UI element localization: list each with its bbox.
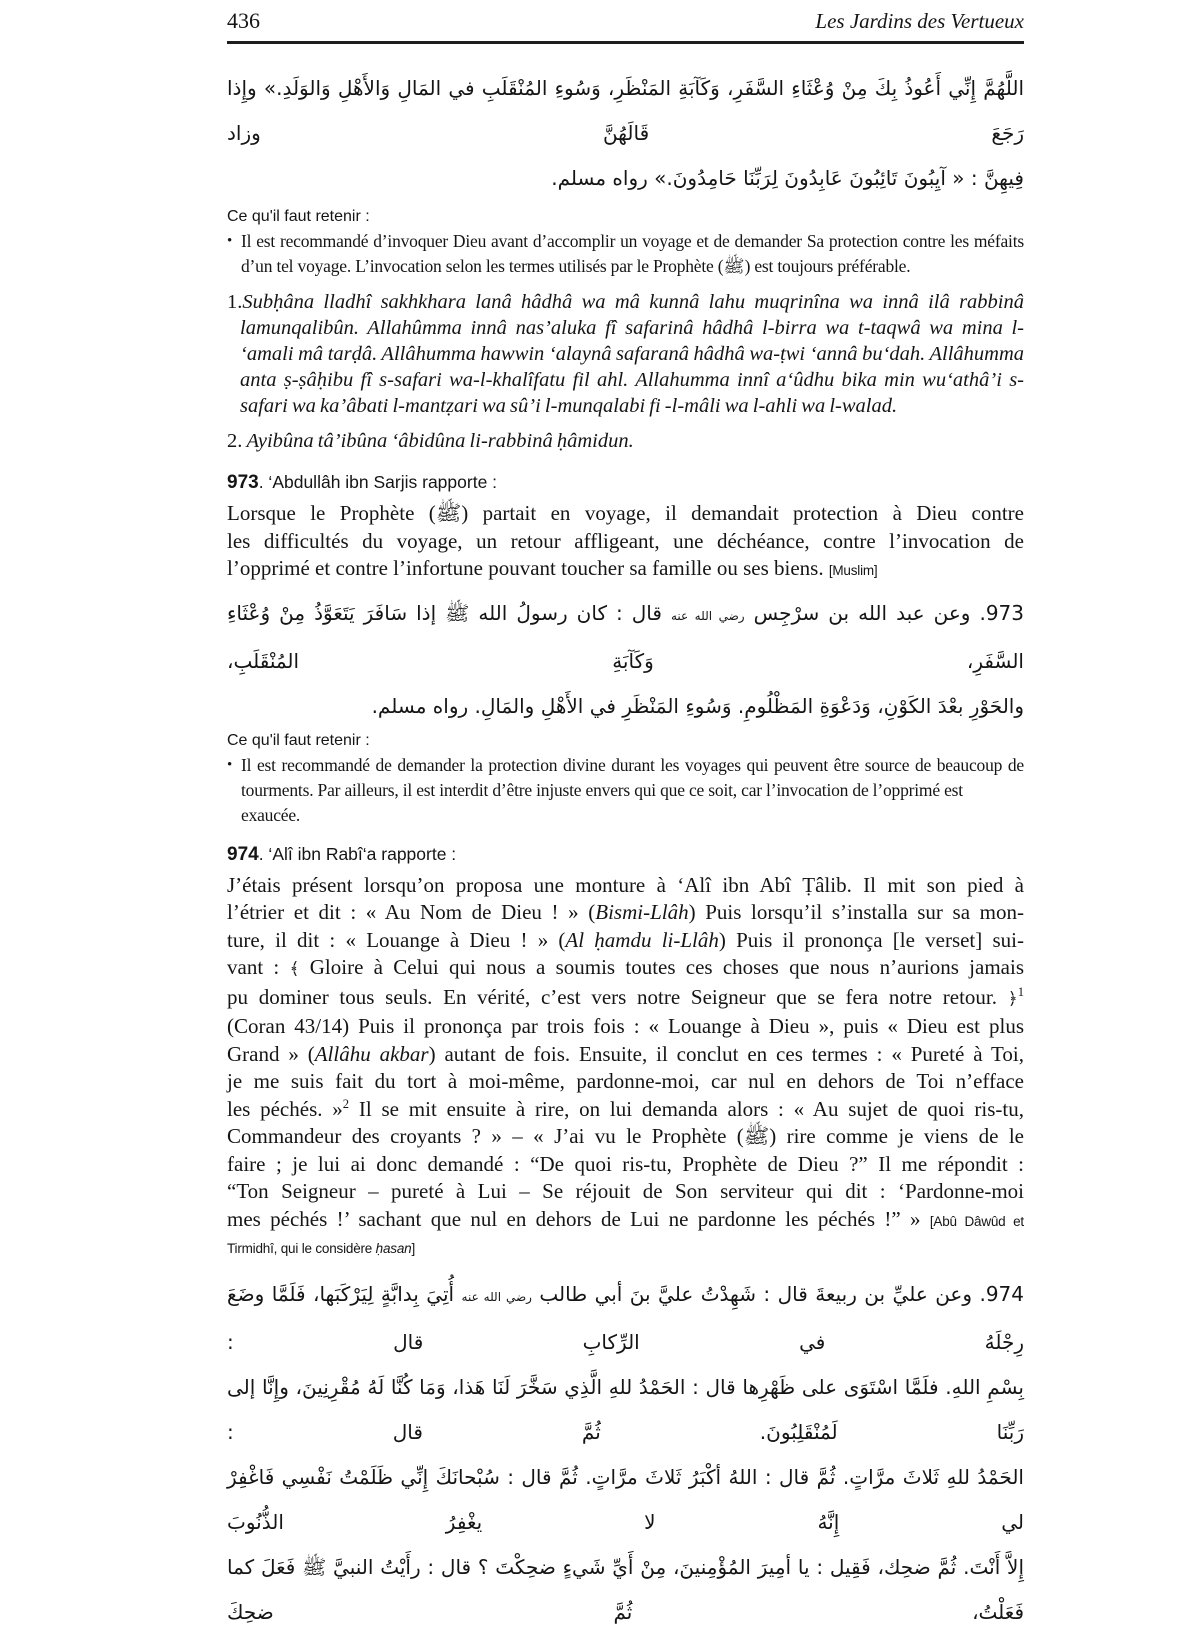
ornate-bracket: ﴿	[1007, 988, 1018, 1009]
text-segment: [Abû Dâwûd et	[929, 1213, 1024, 1229]
text-segment: l’opprimé et contre l’infortune pouvant toucher sa famille ou ses biens.	[227, 556, 829, 580]
text-line	[227, 1235, 1024, 1260]
text-line	[227, 899, 1024, 927]
text-segment: اللَّهُمَّ إِنِّي أَعُوذُ بِكَ مِنْ وُعْثَاءِ السَّفَرِ، وَكَآبَةِ المَنْظَرِ، وَسُوءِ المُنْقَلَبِ في المَالِ وَالأَهْلِ وَالوَلَدِ.» وإِذا رَجَعَ قَالَهُنَّ وزاد	[227, 76, 1024, 145]
retenir-bullet-1	[227, 229, 1024, 279]
invocation-transliteration-2	[227, 428, 1024, 454]
text-line	[227, 500, 1024, 528]
radiallahu-anhu-mark: رضي الله عنه	[670, 608, 745, 623]
retenir-heading-1: Ce qu'il faut retenir :	[227, 208, 370, 225]
invocation-transliteration-1	[227, 289, 1024, 419]
text-segment: Al ḥamdu li-Llâh	[565, 927, 719, 952]
bullet-icon: •	[227, 233, 233, 249]
text-line	[227, 872, 1024, 900]
text-line	[227, 1455, 1024, 1545]
text-line	[227, 591, 1024, 684]
text-segment: الحَمْدُ للهِ ثَلاثَ مرَّاتٍ. ثُمَّ قال : اللهُ أكْبَرُ ثَلاثَ مرَّاتٍ. ثُمَّ قال : سُبْحانَكَ إِنِّي ظَلَمْتُ نَفْسِي فَاغْفِرْ لي إِنَّهُ لا يغْفِرُ الذُّنُوبَ	[227, 1465, 1024, 1534]
book-title: Les Jardins des Vertueux	[815, 9, 1024, 33]
text-segment: ) autant de fois. Ensuite, il conclut en ces termes : « Pureté à Toi,	[428, 1041, 1024, 1066]
text-segment: بِسْمِ اللهِ. فلَمَّا اسْتَوَى على ظَهْرِها قال : الحَمْدُ للهِ الَّذِي سَخَّرَ لَنَا هَذا، وَمَا كُنَّا لَهُ مُقْرِنِينَ، وإِنَّا إلى رَبِّنَا لَمُنْقَلِبُونَ. ثُمَّ قال :	[227, 1375, 1024, 1444]
text-segment: والحَوْرِ بعْدَ الكَوْنِ، وَدَعْوَةِ المَظْلُومِ. وَسُوءِ المَنْظَرِ في الأَهْلِ والمَالِ. رواه مسلم.	[371, 693, 1024, 718]
hadith-973-translation	[227, 500, 1024, 585]
text-line	[241, 229, 1024, 254]
radiallahu-anhu-mark: رضي الله عنه	[461, 1290, 532, 1304]
text-line	[227, 1013, 1024, 1041]
text-segment: pu dominer tous seuls. En vérité, c’est vers notre Seigneur que se fera notre retour.	[227, 984, 1008, 1009]
text-segment: فِيهِنَّ : « آيِبُونَ تَائِبُونَ عَابِدُونَ لِرَبِّنَا حَامِدُونَ.» رواه مسلم.	[551, 166, 1024, 190]
text-line	[227, 1545, 1024, 1635]
text-segment: Il est recommandé de demander la protection divine durant les voyages qui peuvent être source de beaucoup de	[241, 754, 1024, 775]
text-segment: ) Puis lorsqu’il s’installa sur sa mon-	[688, 900, 1024, 924]
text-segment: Ayibûna tâ’ibûna ‘âbidûna li-rabbinâ ḥâmidun.	[246, 430, 634, 452]
bullet-icon: •	[227, 756, 233, 773]
text-line	[240, 341, 1024, 367]
text-segment: mes péchés !’ sachant que nul en dehors de Lui ne pardonne les péchés !” »	[227, 1206, 930, 1231]
text-segment: tourments. Par ailleurs, il est interdit d’être injuste envers qui que ce soit, car l’invocation de l’opprimé est exaucée.	[241, 779, 963, 825]
text-segment: ḥasan	[375, 1241, 412, 1256]
text-line	[227, 927, 1024, 955]
hadith-974-heading	[227, 842, 1024, 868]
hadith-974-narrator: . ‘Alî ibn Rabî‘a rapporte :	[258, 843, 457, 864]
hadith-973-heading	[227, 470, 1024, 496]
text-segment: [Muslim]	[828, 563, 878, 578]
text-segment: ) Puis il prononça [le verset] sui-	[718, 927, 1024, 952]
retenir-bullet-2	[227, 753, 1024, 828]
page-number: 436	[227, 8, 260, 33]
text-line	[227, 954, 1024, 984]
text-line	[227, 555, 1024, 585]
text-segment: Subḥâna lladhî sakhkhara lanâ hâdhâ wa mâ kunnâ lahu muqrinîna wa innâ ilâ rabbinâ	[242, 291, 1024, 313]
text-segment: Grand » (	[227, 1041, 315, 1066]
text-segment: إِلاَّ أَنْتَ. ثُمَّ ضحِك، فَقِيل : يا أمِيرَ المُؤْمِنينَ، مِنْ أَيِّ شَيءٍ ضحِكْتَ ؟ قال : رأَيْتُ النبيَّ ﷺ فَعَلَ كما فَعَلْتُ، ثُمَّ ضحِكَ	[227, 1555, 1024, 1624]
text-segment: Lorsque le Prophète (ﷺ) partait en voyage, il demandait protection à Dieu contre	[227, 501, 1024, 525]
text-segment: 2.	[227, 430, 247, 452]
text-line	[227, 984, 1024, 1014]
text-line	[227, 156, 1024, 201]
text-segment: Il se mit ensuite à rire, on lui demanda alors : « Au sujet de quoi ris-tu,	[349, 1096, 1025, 1121]
text-line	[241, 778, 1024, 828]
text-segment: 2	[342, 1096, 350, 1111]
retenir-bullet-1-text	[241, 229, 1024, 279]
text-segment: anta ṣ-ṣâḥibu fî s-safari wa-l-khalîfatu fil ahl. Allahumma innî a‘ûdhu bika min wu‘athâ’i s-	[240, 369, 1024, 391]
text-line	[227, 1068, 1024, 1096]
text-segment: قال : كان رسولُ الله ﷺ إذا سَافَرَ يَتَعَوَّذُ مِنْ وُعْثَاءِ السَّفَرِ، وَكَآبَةِ المُنْقَلَبِ،	[227, 600, 1024, 673]
text-line	[227, 1123, 1024, 1151]
text-segment: “Ton Seigneur – pureté à Lui – Se réjouit de Son serviteur qui dit : ‘Pardonne-moi	[227, 1179, 1024, 1203]
text-line	[241, 753, 1024, 778]
text-segment: l’étrier et dit : « Au Nom de Dieu ! » (	[227, 900, 596, 924]
text-line	[227, 289, 1024, 315]
text-line	[240, 393, 1024, 419]
retenir-bullet-2-text	[241, 753, 1024, 828]
hadith-973-narrator: . ‘Abdullâh ibn Sarjis rapporte :	[258, 472, 498, 492]
text-line	[227, 1272, 1024, 1365]
text-segment: J’étais présent lorsqu’on proposa une monture à ‘Alî ibn Abî Ṭâlib. Il mit son pied à	[227, 872, 1024, 897]
text-line	[227, 1096, 1024, 1124]
text-segment: je me suis fait du tort à moi-même, pardonne-moi, car nul en dehors de Toi n’efface	[227, 1069, 1024, 1093]
text-line	[227, 1041, 1024, 1069]
text-line	[227, 66, 1024, 156]
hadith-973-arabic	[227, 591, 1024, 729]
text-line	[227, 528, 1024, 556]
text-line	[227, 1365, 1024, 1455]
text-segment: safari wa ka’âbati l-mantẓari wa sû’i l-munqalabi fi -l-mâli wa l-ahli wa l-walad.	[240, 395, 898, 417]
text-segment: ]	[411, 1241, 416, 1256]
text-segment: 1	[1017, 984, 1024, 999]
ornate-bracket: ﴾	[289, 959, 300, 979]
text-segment: lamunqalibûn. Allahûmma innâ nas’aluka fî safarinâ hâdhâ l-birra wa t-taqwâ wa mina l-	[240, 317, 1024, 339]
text-segment: Gloire à Celui qui nous a soumis toutes ces choses que nous n’aurions jamais	[299, 955, 1024, 979]
hadith-974-arabic	[227, 1272, 1024, 1635]
text-segment: vant :	[227, 955, 290, 979]
hadith-974-number: 974	[227, 843, 259, 865]
text-line	[227, 428, 1024, 454]
text-segment: Commandeur des croyants ? » – « J’ai vu le Prophète (ﷺ) rire comme je viens de le	[227, 1124, 1025, 1148]
text-segment: (Coran 43/14) Puis il prononça par trois fois : « Louange à Dieu », puis « Dieu est plus	[227, 1014, 1024, 1038]
text-line	[227, 684, 1024, 729]
text-segment: ture, il dit : « Louange à Dieu ! » (	[227, 927, 566, 952]
text-line	[227, 1206, 1024, 1236]
text-line	[227, 1151, 1024, 1179]
text-segment: Bismi-Llâh	[595, 900, 689, 924]
text-segment: les difficultés du voyage, un retour affligeant, une déchéance, contre l’invocation de	[227, 528, 1024, 553]
text-line	[240, 367, 1024, 393]
page-header	[227, 8, 1024, 44]
text-segment: 973. وعن عبد الله بن سرْجِس	[744, 600, 1024, 625]
text-segment: Il est recommandé d’invoquer Dieu avant d’accomplir un voyage et de demander Sa protection contre les méfaits	[241, 231, 1024, 251]
hadith-974-translation	[227, 872, 1024, 1261]
text-segment: Tirmidhî, qui le considère	[227, 1241, 376, 1256]
text-line	[241, 254, 1024, 279]
text-segment: 1.	[227, 291, 243, 313]
text-segment: 974. وعن عليِّ بن ربيعةَ قال : شَهِدْتُ عليَّ بنَ أبي طالب	[531, 1282, 1025, 1306]
arabic-dua-intro-block	[227, 66, 1024, 201]
text-segment: d’un tel voyage. L’invocation selon les termes utilisés par le Prophète (ﷺ) est toujours préférable.	[241, 256, 911, 276]
hadith-973-number: 973	[227, 472, 259, 493]
text-segment: ‘amali mâ tarḍâ. Allâhumma hawwin ‘alaynâ safaranâ hâdhâ wa-ṭwi ‘annâ bu‘dah. Allâhumma	[240, 343, 1024, 365]
text-line	[227, 1178, 1024, 1206]
text-segment: faire ; je lui ai donc demandé : “De quoi ris-tu, Prophète de Dieu ?” Il me répondit :	[227, 1151, 1024, 1176]
book-page	[227, 8, 1024, 1635]
text-segment: les péchés. »	[227, 1096, 343, 1121]
text-segment: أُتِيَ بِدابَّةٍ لِيَرْكَبَها، فَلَمَّا وضَعَ رِجْلَهُ في الرِّكابِ قال :	[227, 1282, 1024, 1354]
text-line	[240, 315, 1024, 341]
text-segment: Allâhu akbar	[314, 1041, 429, 1066]
retenir-heading-2: Ce qu'il faut retenir :	[227, 731, 370, 749]
